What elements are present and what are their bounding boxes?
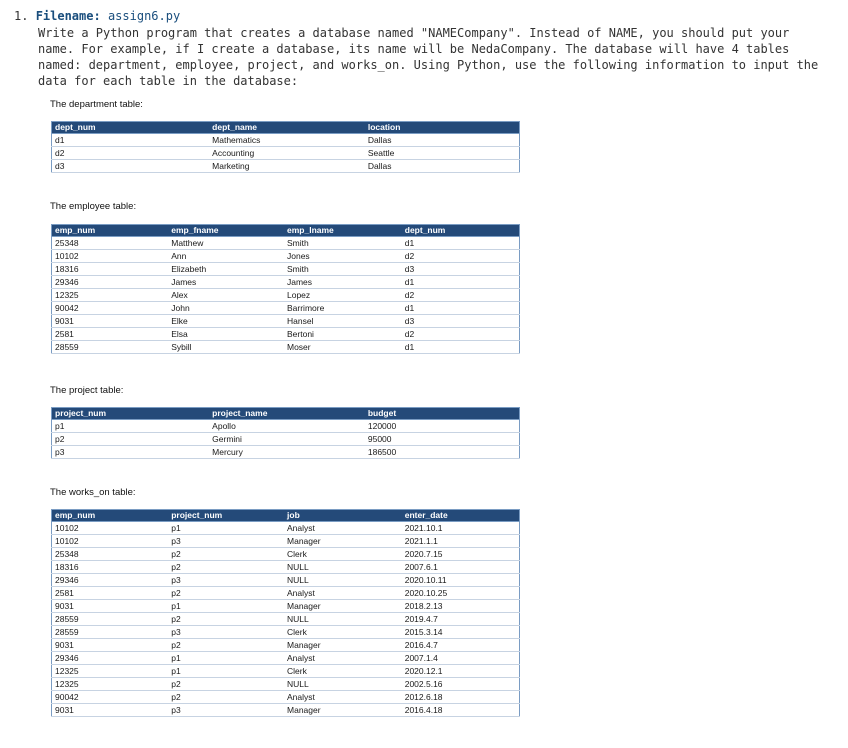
table-row [52, 548, 520, 561]
table-cell: 2002.5.16 [402, 678, 520, 691]
table-row [52, 652, 520, 665]
table-header-row [52, 122, 520, 134]
table-cell: d2 [402, 250, 520, 263]
table-header-row [52, 510, 520, 522]
table-cell: 12325 [52, 665, 169, 678]
column-header: emp_num [52, 225, 169, 237]
table-cell: p2 [52, 433, 210, 446]
table-cell: 29346 [52, 652, 169, 665]
table-cell: p1 [168, 652, 284, 665]
column-header: dept_num [52, 122, 210, 134]
table-row [52, 276, 520, 289]
table-cell: d1 [402, 302, 520, 315]
table-cell: Lopez [284, 289, 402, 302]
table-cell: Dallas [365, 160, 520, 173]
table-row [52, 433, 520, 446]
table-cell: Marketing [209, 160, 365, 173]
table-row [52, 574, 520, 587]
table-cell: d2 [402, 328, 520, 341]
table-cell: Smith [284, 263, 402, 276]
table-row [52, 691, 520, 704]
table-cell: Accounting [209, 147, 365, 160]
table-cell: Elizabeth [168, 263, 284, 276]
table-cell: 2581 [52, 587, 169, 600]
table-cell: Dallas [365, 134, 520, 147]
table-cell: 10102 [52, 535, 169, 548]
table-cell: Alex [168, 289, 284, 302]
table-cell: 2016.4.7 [402, 639, 520, 652]
table-cell: 2020.12.1 [402, 665, 520, 678]
column-header: dept_num [402, 225, 520, 237]
table-cell: 12325 [52, 678, 169, 691]
table-cell: Clerk [284, 665, 402, 678]
table-cell: p3 [168, 626, 284, 639]
table-row [52, 665, 520, 678]
table-cell: 2019.4.7 [402, 613, 520, 626]
table-cell: 28559 [52, 341, 169, 354]
table-row [52, 302, 520, 315]
table-cell: Analyst [284, 691, 402, 704]
table-cell: Mathematics [209, 134, 365, 147]
table-row [52, 561, 520, 574]
table-cell: p2 [168, 613, 284, 626]
column-header: emp_lname [284, 225, 402, 237]
table-row [52, 250, 520, 263]
table-cell: 9031 [52, 600, 169, 613]
column-header: project_num [52, 408, 210, 420]
table-cell: p1 [168, 522, 284, 535]
table-cell: NULL [284, 678, 402, 691]
works-on-caption: The works_on table: [50, 487, 136, 498]
table-cell: James [284, 276, 402, 289]
project-table [51, 407, 520, 459]
table-row [52, 446, 520, 459]
table-cell: Manager [284, 535, 402, 548]
table-cell: Sybill [168, 341, 284, 354]
table-row [52, 315, 520, 328]
table-row [52, 147, 520, 160]
table-cell: p3 [168, 574, 284, 587]
employee-caption: The employee table: [50, 201, 137, 212]
table-cell: d1 [402, 341, 520, 354]
works-on-table [51, 509, 520, 717]
table-row [52, 237, 520, 250]
table-cell: 28559 [52, 626, 169, 639]
table-cell: Analyst [284, 652, 402, 665]
table-cell: 120000 [365, 420, 520, 433]
table-cell: p2 [168, 639, 284, 652]
table-cell: Clerk [284, 548, 402, 561]
table-cell: Germini [209, 433, 365, 446]
table-cell: 186500 [365, 446, 520, 459]
column-header: emp_num [52, 510, 169, 522]
question-prompt: Write a Python program that creates a database named "NAMECompany". Instead of NAME, you should put your name. For example, if I create a database, its name will be NedaCompany. The database will have 4 tables named: department, employee, project, and works_on. Using Python, use the following information to input the data for each table in the database: [38, 26, 819, 88]
table-cell: 29346 [52, 276, 169, 289]
table-cell: 2016.4.18 [402, 704, 520, 717]
question-number: 1. [14, 9, 29, 23]
table-row [52, 420, 520, 433]
table-row [52, 341, 520, 354]
table-cell: 25348 [52, 237, 169, 250]
table-row [52, 134, 520, 147]
table-cell: Manager [284, 639, 402, 652]
table-cell: Elke [168, 315, 284, 328]
table-cell: NULL [284, 613, 402, 626]
table-row [52, 328, 520, 341]
table-cell: p2 [168, 678, 284, 691]
table-cell: 2007.6.1 [402, 561, 520, 574]
table-cell: 12325 [52, 289, 169, 302]
table-cell: 10102 [52, 522, 169, 535]
table-row [52, 704, 520, 717]
table-cell: Elsa [168, 328, 284, 341]
table-cell: 90042 [52, 302, 169, 315]
table-cell: p2 [168, 548, 284, 561]
table-cell: 2021.10.1 [402, 522, 520, 535]
table-cell: Matthew [168, 237, 284, 250]
table-cell: 25348 [52, 548, 169, 561]
table-cell: p1 [168, 600, 284, 613]
table-cell: Apollo [209, 420, 365, 433]
table-cell: 90042 [52, 691, 169, 704]
table-cell: 29346 [52, 574, 169, 587]
table-cell: 9031 [52, 639, 169, 652]
table-cell: NULL [284, 574, 402, 587]
table-cell: 18316 [52, 263, 169, 276]
column-header: project_num [168, 510, 284, 522]
table-row [52, 535, 520, 548]
table-cell: 2021.1.1 [402, 535, 520, 548]
table-cell: 18316 [52, 561, 169, 574]
table-cell: p1 [168, 665, 284, 678]
table-cell: 10102 [52, 250, 169, 263]
table-cell: Mercury [209, 446, 365, 459]
table-cell: p3 [168, 535, 284, 548]
table-cell: Barrimore [284, 302, 402, 315]
table-cell: 2020.10.25 [402, 587, 520, 600]
column-header: project_name [209, 408, 365, 420]
table-row [52, 639, 520, 652]
table-row [52, 678, 520, 691]
table-row [52, 587, 520, 600]
table-cell: d1 [402, 237, 520, 250]
table-cell: 9031 [52, 315, 169, 328]
table-cell: p3 [168, 704, 284, 717]
table-cell: p2 [168, 561, 284, 574]
table-row [52, 263, 520, 276]
column-header: emp_fname [168, 225, 284, 237]
table-row [52, 600, 520, 613]
filename: assign6.py [107, 9, 181, 23]
filename-label: Filename: [35, 9, 101, 23]
table-cell: 9031 [52, 704, 169, 717]
table-cell: d2 [402, 289, 520, 302]
table-row [52, 289, 520, 302]
table-cell: Analyst [284, 587, 402, 600]
table-cell: p2 [168, 691, 284, 704]
table-cell: Bertoni [284, 328, 402, 341]
table-cell: d1 [52, 134, 210, 147]
project-caption: The project table: [50, 385, 124, 396]
table-cell: Ann [168, 250, 284, 263]
table-row [52, 160, 520, 173]
column-header: enter_date [402, 510, 520, 522]
table-cell: Seattle [365, 147, 520, 160]
table-cell: d1 [402, 276, 520, 289]
table-header-row [52, 408, 520, 420]
table-cell: 2581 [52, 328, 169, 341]
department-table [51, 121, 520, 173]
department-caption: The department table: [50, 99, 143, 110]
question-header [14, 8, 834, 24]
table-cell: Moser [284, 341, 402, 354]
table-cell: d3 [52, 160, 210, 173]
table-row [52, 626, 520, 639]
table-cell: p2 [168, 587, 284, 600]
table-cell: d2 [52, 147, 210, 160]
table-cell: 2015.3.14 [402, 626, 520, 639]
table-cell: 2012.6.18 [402, 691, 520, 704]
table-header-row [52, 225, 520, 237]
column-header: job [284, 510, 402, 522]
table-cell: 2020.7.15 [402, 548, 520, 561]
table-row [52, 613, 520, 626]
table-cell: Manager [284, 600, 402, 613]
table-cell: Smith [284, 237, 402, 250]
column-header: location [365, 122, 520, 134]
table-cell: James [168, 276, 284, 289]
table-cell: Analyst [284, 522, 402, 535]
table-cell: 2007.1.4 [402, 652, 520, 665]
table-cell: p3 [52, 446, 210, 459]
table-cell: d3 [402, 315, 520, 328]
table-cell: 2018.2.13 [402, 600, 520, 613]
table-cell: d3 [402, 263, 520, 276]
table-cell: NULL [284, 561, 402, 574]
column-header: budget [365, 408, 520, 420]
table-cell: Jones [284, 250, 402, 263]
column-header: dept_name [209, 122, 365, 134]
table-row [52, 522, 520, 535]
employee-table [51, 224, 520, 354]
table-cell: 95000 [365, 433, 520, 446]
table-cell: John [168, 302, 284, 315]
table-cell: Manager [284, 704, 402, 717]
table-cell: p1 [52, 420, 210, 433]
table-cell: Hansel [284, 315, 402, 328]
table-cell: 28559 [52, 613, 169, 626]
table-cell: 2020.10.11 [402, 574, 520, 587]
table-cell: Clerk [284, 626, 402, 639]
